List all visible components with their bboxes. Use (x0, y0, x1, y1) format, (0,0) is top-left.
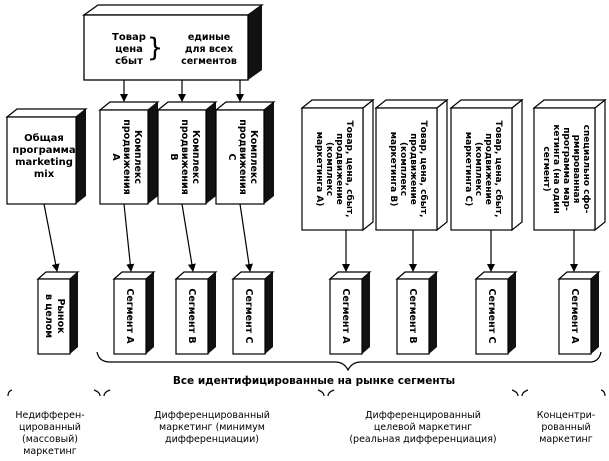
target-c-line-2: продвижение (483, 133, 493, 205)
top-right-3: сегментов (181, 56, 237, 67)
strategy-4-line-1: Концентри- (536, 410, 596, 421)
all-segments-label: Все идентифицированные на рынке сегменты (172, 375, 456, 387)
strategy-2-line-2: маркетинг (минимум (159, 422, 265, 433)
segment-target-a (330, 272, 370, 354)
top-arrows (124, 80, 240, 101)
conc-line-4: кетинга (на один (551, 124, 561, 214)
all-segments-bracket (97, 352, 601, 370)
conc-line-2: рмированная (571, 134, 581, 204)
general-line-4: mix (33, 169, 55, 180)
segment-target-c (476, 272, 516, 354)
promo-complex-b (158, 102, 216, 204)
target-c-line-3: (комплекс (473, 141, 483, 197)
common-mix-box (84, 5, 262, 80)
segment-undiff-c (233, 272, 273, 354)
top-brace: } (146, 33, 164, 63)
segment-target-c-label: Сегмент C (486, 288, 497, 344)
top-line-2: цена (115, 44, 143, 55)
top-right-2: для всех (184, 44, 234, 55)
strategy-separators (8, 390, 605, 396)
promo-c-line-3: C (226, 153, 237, 161)
target-a-line-2: продвижение (334, 133, 344, 205)
target-b-line-4: маркетинга B) (388, 131, 398, 207)
segment-undiff-c-label: Сегмент C (243, 288, 254, 344)
top-line-3: сбыт (115, 56, 143, 67)
promo-a-line-3: A (110, 153, 121, 161)
strategy-undifferentiated (15, 410, 84, 457)
promo-b-line-1: Комплекс (190, 129, 201, 185)
general-line-1: Общая (24, 133, 64, 144)
promo-b-line-3: B (168, 153, 179, 161)
segment-undiff-a-label: Сегмент A (124, 288, 135, 344)
strategy-1-line-1: Недифферен- (15, 410, 85, 421)
target-a-line-4: маркетинга A) (314, 131, 324, 207)
segment-target-a-label: Сегмент A (340, 288, 351, 344)
promo-a-line-1: Комплекс (132, 129, 143, 185)
segment-undiff-a (114, 272, 154, 354)
target-c-line-1: Товар, цена, сбыт, (493, 120, 503, 218)
general-line-2: программа (12, 145, 76, 156)
strategy-3-line-3: (реальная дифференциация) (349, 434, 497, 445)
concentrated-mix (534, 100, 605, 230)
general-line-3: marketing (15, 157, 73, 168)
conc-line-5: сегмент) (541, 146, 551, 192)
market-line-2: в целом (43, 293, 54, 339)
promo-b-line-2: продвижения (179, 119, 190, 195)
strategy-1-line-4: маркетинг (23, 446, 77, 457)
promo-complex-c (216, 102, 274, 204)
segment-concentrated-a-label: Сегмент A (569, 288, 580, 344)
segment-market-whole (38, 272, 78, 354)
strategy-1-line-3: (массовый) (22, 434, 78, 445)
strategy-3-line-2: целевой маркетинг (373, 422, 473, 433)
conc-line-1: специально сфо- (581, 124, 591, 214)
strategy-2-line-3: дифференциации) (165, 434, 259, 445)
strategy-4-line-3: маркетинг (539, 434, 593, 445)
targeted-mix-b (376, 100, 447, 230)
segment-target-b-label: Сегмент B (407, 288, 418, 344)
general-program-box (7, 109, 86, 204)
strategy-concentrated (537, 410, 595, 445)
promo-complex-a (100, 102, 158, 204)
promo-c-line-2: продвижения (237, 119, 248, 195)
top-right-1: единые (187, 32, 231, 43)
target-a-line-3: (комплекс (324, 141, 334, 197)
strategy-1-line-2: цированный (18, 422, 82, 433)
target-a-line-1: Товар, цена, сбыт, (344, 120, 354, 218)
promo-c-line-1: Комплекс (248, 129, 259, 185)
strategy-target (349, 410, 496, 445)
segment-target-b (397, 272, 437, 354)
segment-undiff-b (176, 272, 216, 354)
market-line-1: Рынок (55, 298, 66, 334)
top-line-1: Товар (112, 32, 146, 43)
conc-line-3: программа мар- (561, 127, 571, 211)
targeted-mix-c (451, 100, 522, 230)
strategy-differentiated (154, 410, 270, 445)
target-b-line-2: продвижение (408, 133, 418, 205)
segment-undiff-b-label: Сегмент B (186, 288, 197, 344)
promo-a-line-2: продвижения (121, 119, 132, 195)
target-c-line-4: маркетинга C) (463, 131, 473, 207)
strategy-2-line-1: Дифференцированный (154, 410, 270, 421)
segment-concentrated-a (559, 272, 599, 354)
strategy-4-line-2: рованный (541, 422, 591, 433)
target-b-line-3: (комплекс (398, 141, 408, 197)
target-b-line-1: Товар, цена, сбыт, (418, 120, 428, 218)
targeted-mix-a (302, 100, 373, 230)
strategy-3-line-1: Дифференцированный (365, 410, 481, 421)
